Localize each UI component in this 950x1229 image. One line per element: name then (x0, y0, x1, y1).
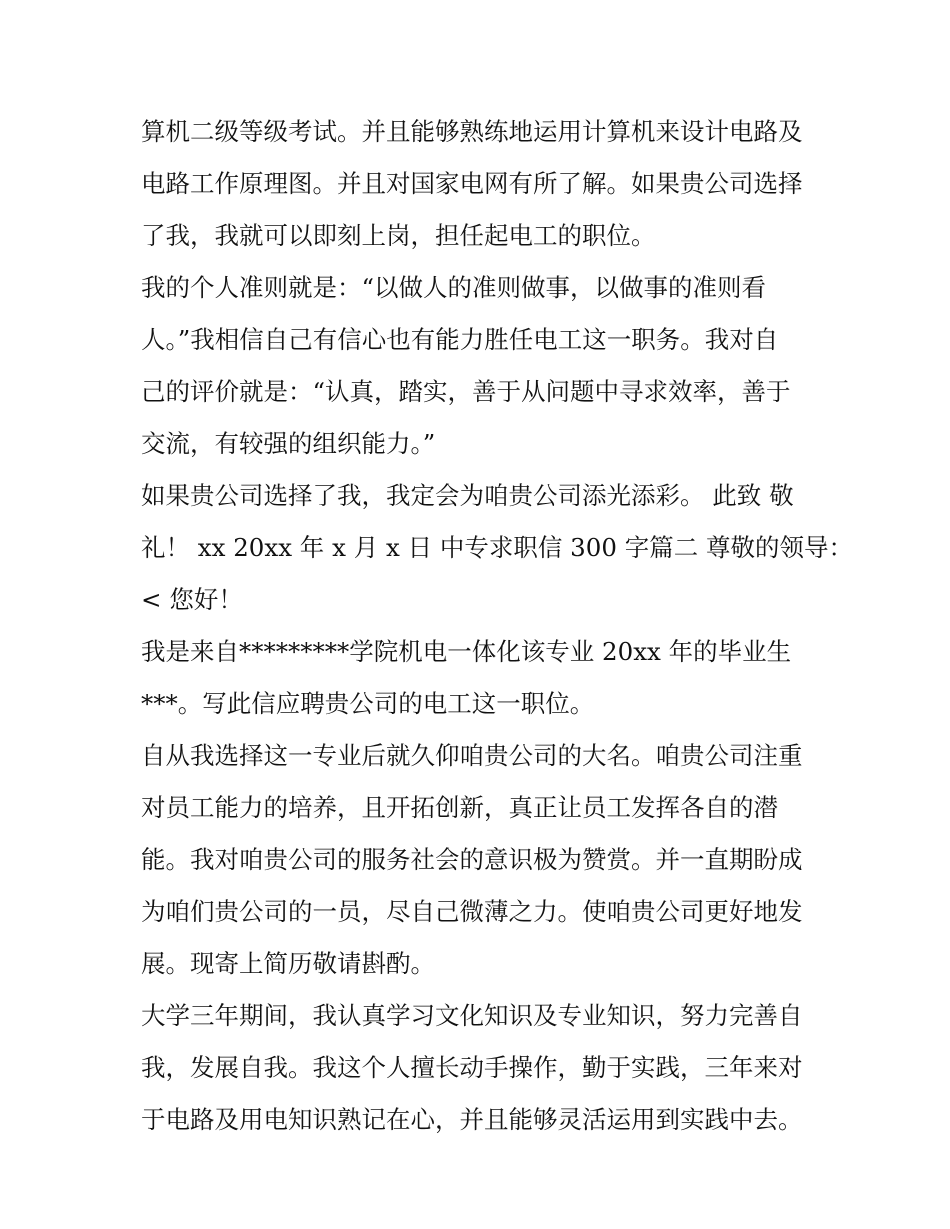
text-line: 我的个人准则就是：“以做人的准则做事，以做事的准则看 (141, 273, 767, 302)
text-line: 展。现寄上简历敬请斟酌。 (141, 949, 435, 978)
text-line: ***。写此信应聘贵公司的电工这一职位。 (141, 689, 595, 718)
text-line: 能。我对咱贵公司的服务社会的意识极为赞赏。并一直期盼成 (141, 845, 803, 874)
text-line: 于电路及用电知识熟记在心，并且能够灵活运用到实践中去。 (141, 1105, 803, 1134)
text-line: 了我，我就可以即刻上岗，担任起电工的职位。 (141, 221, 656, 250)
text-line: 大学三年期间，我认真学习文化知识及专业知识，努力完善自 (141, 1001, 803, 1030)
text-line: 电路工作原理图。并且对国家电网有所了解。如果贵公司选择 (141, 169, 803, 198)
text-line: 算机二级等级考试。并且能够熟练地运用计算机来设计电路及 (141, 117, 803, 146)
text-line: 为咱们贵公司的一员，尽自己微薄之力。使咱贵公司更好地发 (141, 897, 803, 926)
text-line: 礼！ xx 20xx 年 x 月 x 日 中专求职信 300 字篇二 尊敬的领导： (141, 533, 854, 562)
document-body (141, 106, 854, 1146)
text-line: 人。”我相信自己有信心也有能力胜任电工这一职务。我对自 (141, 325, 779, 354)
text-line: 己的评价就是：“认真，踏实，善于从问题中寻求效率，善于 (141, 377, 791, 406)
text-line: 对员工能力的培养，且开拓创新，真正让员工发挥各自的潜 (141, 793, 778, 822)
text-line: 我，发展自我。我这个人擅长动手操作，勤于实践，三年来对 (141, 1053, 803, 1082)
text-line: 如果贵公司选择了我，我定会为咱贵公司添光添彩。 此致 敬 (141, 481, 794, 510)
text-line: 自从我选择这一专业后就久仰咱贵公司的大名。咱贵公司注重 (141, 741, 803, 770)
text-line: 交流，有较强的组织能力。” (141, 429, 436, 458)
text-line: < 您好！ (141, 585, 243, 614)
text-line: 我是来自*********学院机电一体化该专业 20xx 年的毕业生 (141, 637, 792, 666)
